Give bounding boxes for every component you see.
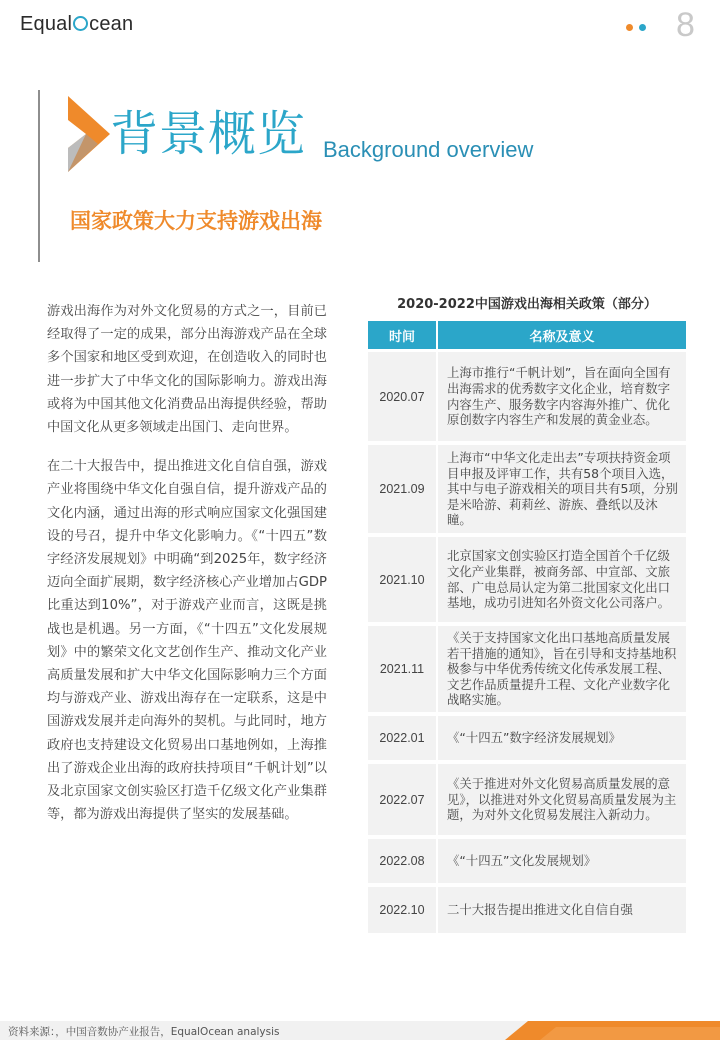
row-text: 上海市“中华文化走出去”专项扶持资金项目申报及评审工作，共有58个项目入选，其中与电子游戏相关的项目共有5项，分别是米哈游、莉莉丝、游族、叠纸以及沐瞳。 (447, 450, 678, 528)
orange-dot-icon (626, 24, 633, 31)
table-header-date: 时间 (368, 321, 438, 349)
row-text: 《关于推进对外文化贸易高质量发展的意见》，以推进对外文化贸易高质量发展为主题，为对外文化贸易发展注入新动力。 (447, 776, 677, 823)
table-caption: 2020-2022中国游戏出海相关政策（部分） (397, 297, 657, 312)
logo-o-ring-icon (73, 16, 88, 31)
row-text: 上海市推行“千帆计划”，旨在面向全国有出海需求的优秀数字文化企业，培育数字内容生产、服务数字内容海外推广、优化原创数字内容生产和发展的黄金业态。 (447, 365, 671, 428)
table-row (368, 839, 686, 883)
table-row (368, 764, 686, 835)
policy-table (368, 321, 686, 937)
equalocean-logo (20, 13, 133, 36)
section-subtitle: 国家政策大力支持游戏出海 (70, 209, 322, 233)
row-text: 《“十四五”文化发展规划》 (447, 853, 597, 869)
page-number: 8 (676, 6, 695, 44)
row-date: 2022.08 (368, 839, 438, 883)
row-text: 《关于支持国家文化出口基地高质量发展若干措施的通知》，旨在引导和支持基地积极参与中华优秀传统文化传承发展工程、文艺作品质量提升工程、文化产业数字化战略实施。 (447, 630, 677, 708)
body-paragraph-1: 游戏出海作为对外文化贸易的方式之一，目前已经取得了一定的成果，部分出海游戏产品在全球多个国家和地区受到欢迎，在创造收入的同时也进一步扩大了中华文化的国际影响力。游戏出海或将为中国其他文化消费品出海提供经验，帮助中国文化从更多领域走出国门、走向世界。 (47, 304, 327, 436)
row-date: 2021.11 (368, 626, 438, 712)
table-header-name: 名称及意义 (529, 329, 595, 345)
row-text: 《“十四五”数字经济发展规划》 (447, 730, 621, 746)
table-header-row (368, 321, 686, 349)
logo-text-right: cean (89, 13, 134, 35)
page-title-chinese: 背景概览 (110, 106, 307, 162)
table-row (368, 887, 686, 933)
table-row (368, 352, 686, 441)
row-date: 2021.09 (368, 445, 438, 533)
row-date: 2022.07 (368, 764, 438, 835)
table-row (368, 626, 686, 712)
title-vertical-rule (38, 90, 40, 262)
row-text: 北京国家文创实验区打造全国首个千亿级文化产业集群，被商务部、中宣部、文旅部、广电总局认定为第二批国家文化出口基地，成功引进知名外资文化公司落户。 (447, 548, 671, 611)
table-row (368, 537, 686, 622)
chevron-arrow-icon (66, 96, 110, 172)
table-row (368, 445, 686, 533)
blue-dot-icon (639, 24, 646, 31)
logo-text-left: Equal (20, 13, 73, 35)
body-text (47, 300, 327, 842)
row-date: 2022.01 (368, 716, 438, 760)
body-paragraph-2: 在二十大报告中，提出推进文化自信自强，游戏产业将围绕中华文化自强自信，提升游戏产品的文化内涵，通过出海的形式响应国家文化强国建设的号召，提升中华文化影响力。《“十四五”数字经济发展规划》中明确“到2025年，数字经济迈向全面扩展期，数字经济核心产业增加占GDP比重达到10%”，对于游戏产业而言，这既是挑战也是机遇。另一方面，《“十四五”文化发展规划》中的繁荣文化文艺创作生产、推动文化产业高质量发展和扩大中华文化国际影响力三个方面均与游戏产业、游戏出海存在一定联系，这是中国游戏发展并走向海外的契机。与此同时，地方政府也支持建设文化贸易出口基地例如，上海推出了游戏企业出海的政府扶持项目“千帆计划”以及北京国家文创实验区打造千亿级文化产业集群等，都为游戏出海提供了坚实的发展基础。 (47, 459, 327, 823)
row-text: 二十大报告提出推进文化自信自强 (447, 902, 633, 918)
page-title-english: Background overview (323, 137, 534, 162)
row-date: 2020.07 (368, 352, 438, 441)
row-date: 2022.10 (368, 887, 438, 933)
footer-source: 资料来源：，中国音数协产业报告，EqualOcean analysis (8, 1026, 280, 1038)
table-row (368, 716, 686, 760)
row-date: 2021.10 (368, 537, 438, 622)
